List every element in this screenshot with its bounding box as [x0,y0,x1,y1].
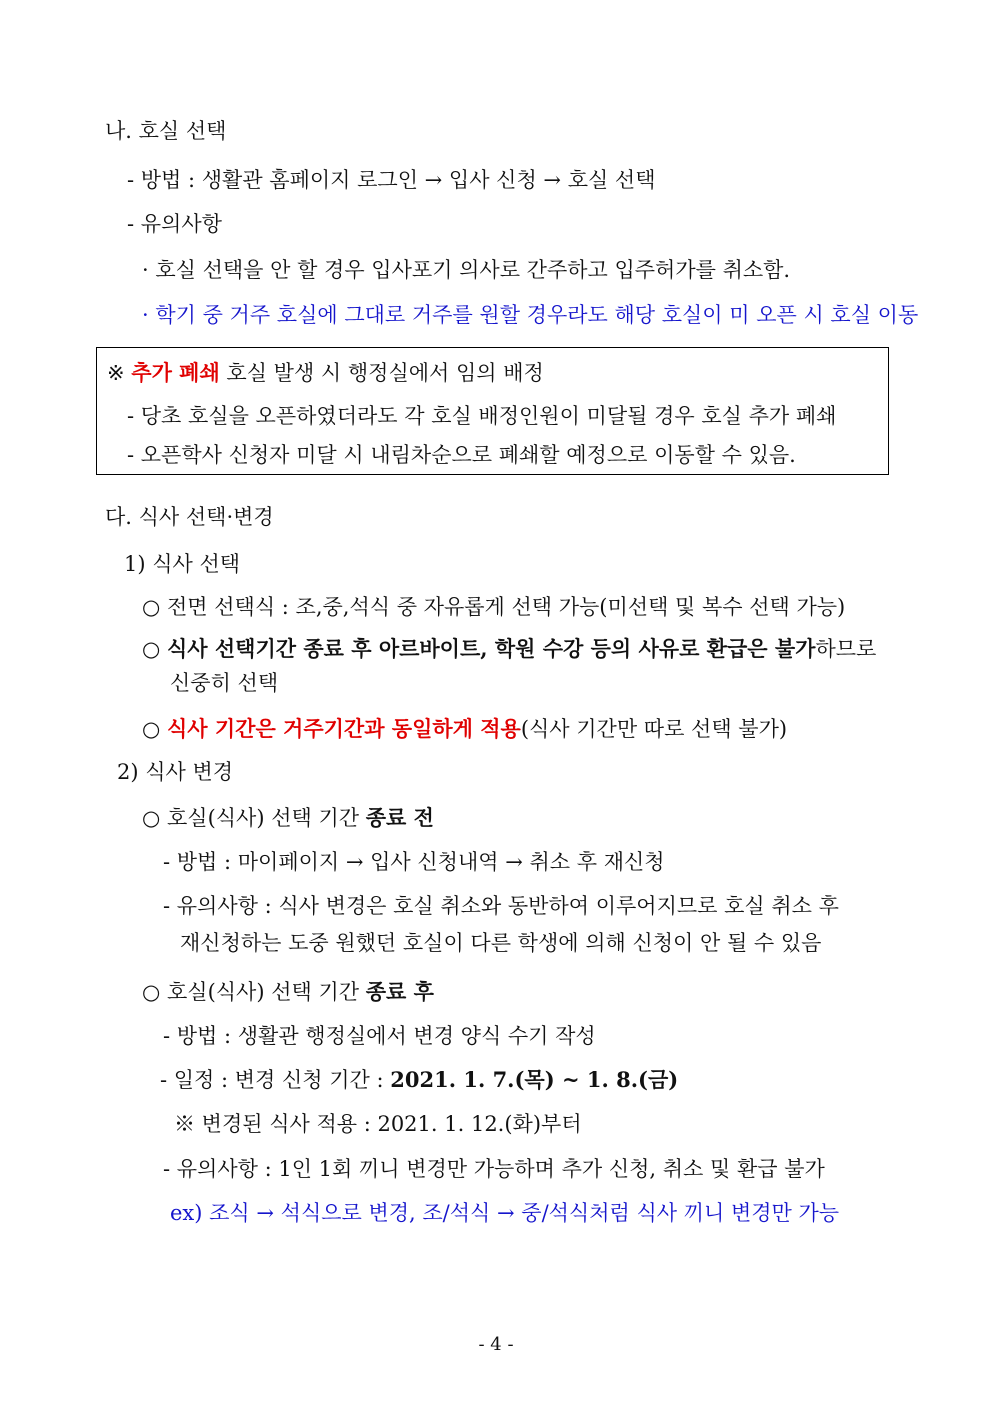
change-after-schedule [160,1066,678,1094]
meal-select-item-1: ○ 전면 선택식 : 조,중,석식 중 자유롭게 선택 가능(미선택 및 복수 선택 가능) [142,595,846,619]
bullet: ○ [142,717,167,741]
meal-select-item-2-bold: 식사 선택기간 종료 후 아르바이트, 학원 수강 등의 사유로 환급은 불가 [167,636,816,661]
change-before-bold: 종료 전 [365,805,434,830]
change-after-method: - 방법 : 생활관 행정실에서 변경 양식 수기 작성 [163,1024,596,1048]
change-before-note-cont: 재신청하는 도중 원했던 호실이 다른 학생에 의해 신청이 안 될 수 있음 [180,931,822,955]
notice-highlight: 추가 폐쇄 [131,360,220,385]
change-before-method: - 방법 : 마이페이지 → 입사 신청내역 → 취소 후 재신청 [163,850,665,874]
change-before-note: - 유의사항 : 식사 변경은 호실 취소와 동반하여 이루어지므로 호실 취소 후 [163,894,839,918]
meal-select-item-2-cont: 신중히 선택 [170,671,279,695]
meal-select-item-3-red: 식사 기간은 거주기간과 동일하게 적용 [167,716,521,741]
notice-title [107,359,544,387]
change-example: ex) 조식 → 석식으로 변경, 조/석식 → 중/석식처럼 식사 끼니 변경만 가능 [170,1201,840,1225]
meal-select-item-2-rest: 하므로 [815,637,877,661]
notice-title-rest: 호실 발생 시 행정실에서 임의 배정 [219,361,544,385]
section-heading-meal: 다. 식사 선택·변경 [105,505,274,529]
bullet: ○ [142,637,167,661]
change-after-label [142,978,434,1006]
schedule-dates: 2021. 1. 7.(목) ~ 1. 8.(금) [390,1067,679,1092]
change-applied-date: ※ 변경된 식사 적용 : 2021. 1. 12.(화)부터 [174,1112,582,1136]
meal-select-item-2 [142,635,876,663]
section-heading-room-select: 나. 호실 선택 [105,119,227,143]
room-note-1: · 호실 선택을 안 할 경우 입사포기 의사로 간주하고 입주허가를 취소함. [142,258,791,282]
meal-change-heading: 2) 식사 변경 [117,760,234,784]
change-before-label [142,804,434,832]
notice-line-1: - 당초 호실을 오픈하였더라도 각 호실 배정인원이 미달될 경우 호실 추가 폐쇄 [127,404,837,428]
meal-select-item-3 [142,715,787,743]
change-after-bold: 종료 후 [365,979,434,1004]
room-notes-label: - 유의사항 [127,212,222,236]
change-before-text: ○ 호실(식사) 선택 기간 [142,806,366,830]
change-after-note: - 유의사항 : 1인 1회 끼니 변경만 가능하며 추가 신청, 취소 및 환급 불가 [163,1157,825,1181]
notice-prefix: ※ [107,361,132,385]
schedule-prefix: - 일정 : 변경 신청 기간 : [160,1068,391,1092]
room-note-2: · 학기 중 거주 호실에 그대로 거주를 원할 경우라도 해당 호실이 미 오픈 시 호실 이동 [142,303,919,327]
notice-line-2: - 오픈학사 신청자 미달 시 내림차순으로 폐쇄할 예정으로 이동할 수 있음. [127,443,796,467]
meal-select-item-3-rest: (식사 기간만 따로 선택 불가) [520,717,788,741]
page-number: - 4 - [478,1334,514,1355]
room-select-method: - 방법 : 생활관 홈페이지 로그인 → 입사 신청 → 호실 선택 [127,168,656,192]
meal-select-heading: 1) 식사 선택 [124,552,241,576]
change-after-text: ○ 호실(식사) 선택 기간 [142,980,366,1004]
